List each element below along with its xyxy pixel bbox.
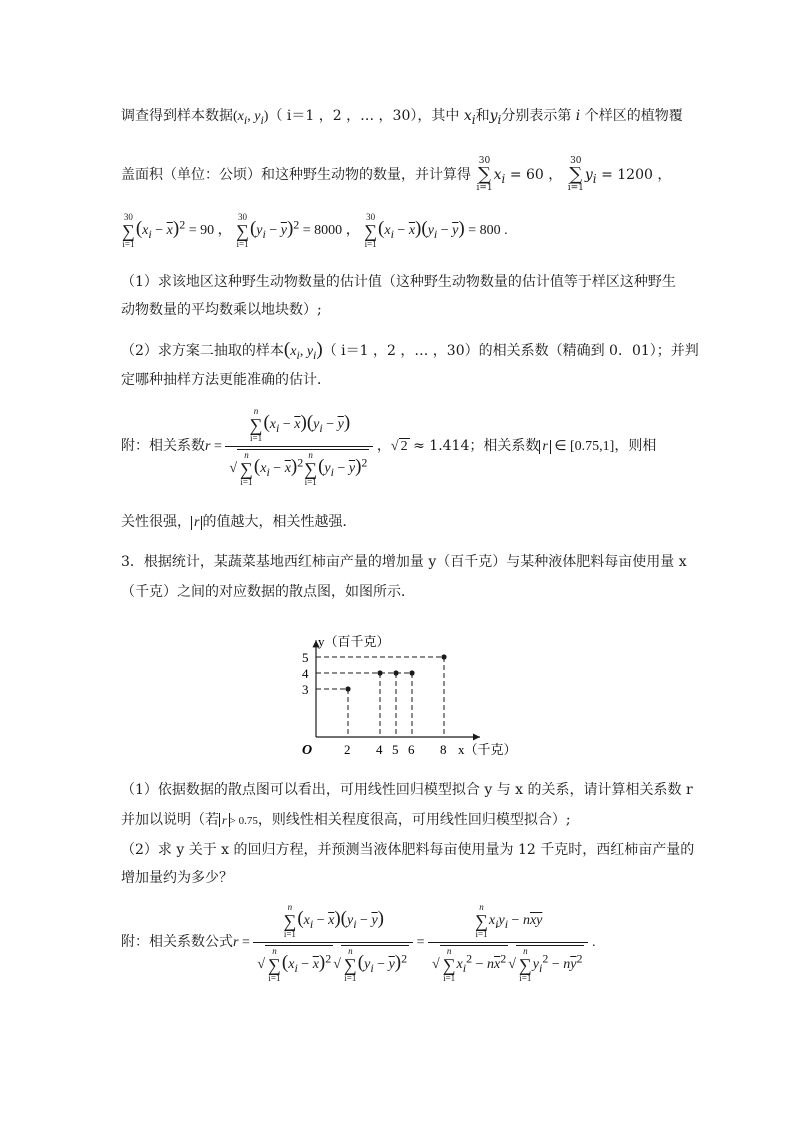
correlation-fraction-2: n ∑ i=1 $x_iy_i - n\overline{xy}$ √ n ∑ i=1 $x_i^2 - n\overline{x}^2$ √ n ∑ i=1 $y_i^2 - n\overline{y}^2$ bbox=[428, 902, 588, 984]
q1-line-2: 动物数量的平均数乘以地块数）; bbox=[121, 302, 322, 318]
q2-line-2: 定哪种抽样方法更能准确的估计． bbox=[121, 372, 331, 388]
appendix-2-formula: 附：相关系数公式r = n ∑ i=1 $(x_i - \overline{x})(y_i - \overline{y})$ √ n ∑ i=1 $(x_i - \overline{x})^2$ √ n ∑ i=1 $(y_i - \overline{y})^2$ = n ∑ i=1 $x_iy_i - n\overline{xy}$ √ n ∑ i=1 $x_i^2 - n\overline{x}^2$ √ n ∑ i=1 $y_i^2 - n\overline{y}^2$ . bbox=[121, 902, 596, 983]
y-axis-label: y（百千克） bbox=[318, 634, 390, 650]
sum-symbol: 30 ∑ i=1 bbox=[476, 156, 493, 193]
q2-line-1: （2）求方案二抽取的样本($x_i$, $y_i$)（ i＝1 ，2 ，… ，30）的相关系数（精确到 0．01）；并判 bbox=[121, 339, 699, 362]
data-point bbox=[345, 686, 350, 691]
data-point bbox=[393, 670, 398, 675]
problem3-line-2: （千克）之间的对应数据的散点图，如图所示． bbox=[121, 584, 415, 600]
x-axis-label: x（千克） bbox=[458, 742, 517, 757]
x-tick-label: 4 bbox=[376, 742, 383, 757]
sums-line: 30 ∑ i=1 $(x_i - \overline{x})^2 = 90$ ， 30 ∑ i=1 $(y_i - \overline{y})^2 = 8000$ ， 30 ∑ i=1 $(x_i - \overline{x})(y_i - \overline{y}) = 800$ . bbox=[122, 212, 508, 249]
appendix-1-formula: 附：相关系数r = n ∑ i=1 $(x_i - \overline{x})(y_i - \overline{y})$ √ n ∑ i=1 $(x_i - \overline{x})^2$ n ∑ i=1 $(y_i - \overline{y})^2$ ，√ 2 ≈ 1.414；相关系数 r ∈ [0.75,1]，则相 bbox=[121, 406, 657, 487]
y-tick-label: 5 bbox=[302, 650, 309, 665]
data-point bbox=[377, 670, 382, 675]
sum-symbol: 30 ∑ i=1 bbox=[567, 156, 584, 193]
problem3-line-1: 3．根据统计，某蔬菜基地西红柿亩产量的增加量 y（百千克）与某种液体肥料每亩使用量 x bbox=[121, 554, 687, 570]
appendix-1-line-2: 关性很强， r 的值越大，相关性越强． bbox=[121, 514, 357, 530]
scatter-chart bbox=[286, 615, 517, 760]
y-tick-label: 4 bbox=[302, 666, 309, 681]
intro-line-2: 盖面积（单位：公顷）和这种野生动物的数量，并计算得 30 ∑ i=1 $x_i = 60$ ， 30 ∑ i=1 $y_i = 1200$ ， bbox=[121, 156, 672, 193]
q3-2-line-2: 增加量约为多少？ bbox=[121, 870, 233, 886]
x-tick-label: 8 bbox=[440, 742, 447, 757]
q3-1-line-1: （1）依据数据的散点图可以看出，可用线性回归模型拟合 y 与 x 的关系，请计算相关系数 r bbox=[121, 782, 693, 798]
x-tick-label: 5 bbox=[392, 742, 399, 757]
q1-line-1: （1）求该地区这种野生动物数量的估计值（这种野生动物数量的估计值等于样区这种野生 bbox=[121, 274, 676, 290]
intro-line-1: 调查得到样本数据($x_i$, $y_i$)（ i＝1 ，2 ，… ，30），其中 $x_i$和$y_i$分别表示第 i 个样区的植物覆 bbox=[121, 108, 683, 127]
correlation-fraction: n ∑ i=1 $(x_i - \overline{x})(y_i - \overline{y})$ √ n ∑ i=1 $(x_i - \overline{x})^2$ n ∑ i=1 $(y_i - \overline{y})^2$ bbox=[225, 406, 373, 488]
correlation-fraction-1: n ∑ i=1 $(x_i - \overline{x})(y_i - \overline{y})$ √ n ∑ i=1 $(x_i - \overline{x})^2$ √ n ∑ i=1 $(y_i - \overline{y})^2$ bbox=[253, 902, 413, 984]
data-point bbox=[441, 654, 446, 659]
y-tick-label: 3 bbox=[302, 682, 309, 697]
x-tick-label: 2 bbox=[344, 742, 351, 757]
q3-2-line-1: （2）求 y 关于 x 的回归方程，并预测当液体肥料每亩使用量为 12 千克时，西红柿亩产量的 bbox=[121, 842, 695, 858]
x-tick-label: 6 bbox=[408, 742, 415, 757]
origin-label: O bbox=[302, 743, 313, 758]
data-point bbox=[409, 670, 414, 675]
q3-1-line-2: 并加以说明（若 r > 0.75，则线性相关程度很高，可用线性回归模型拟合）; bbox=[121, 812, 571, 828]
